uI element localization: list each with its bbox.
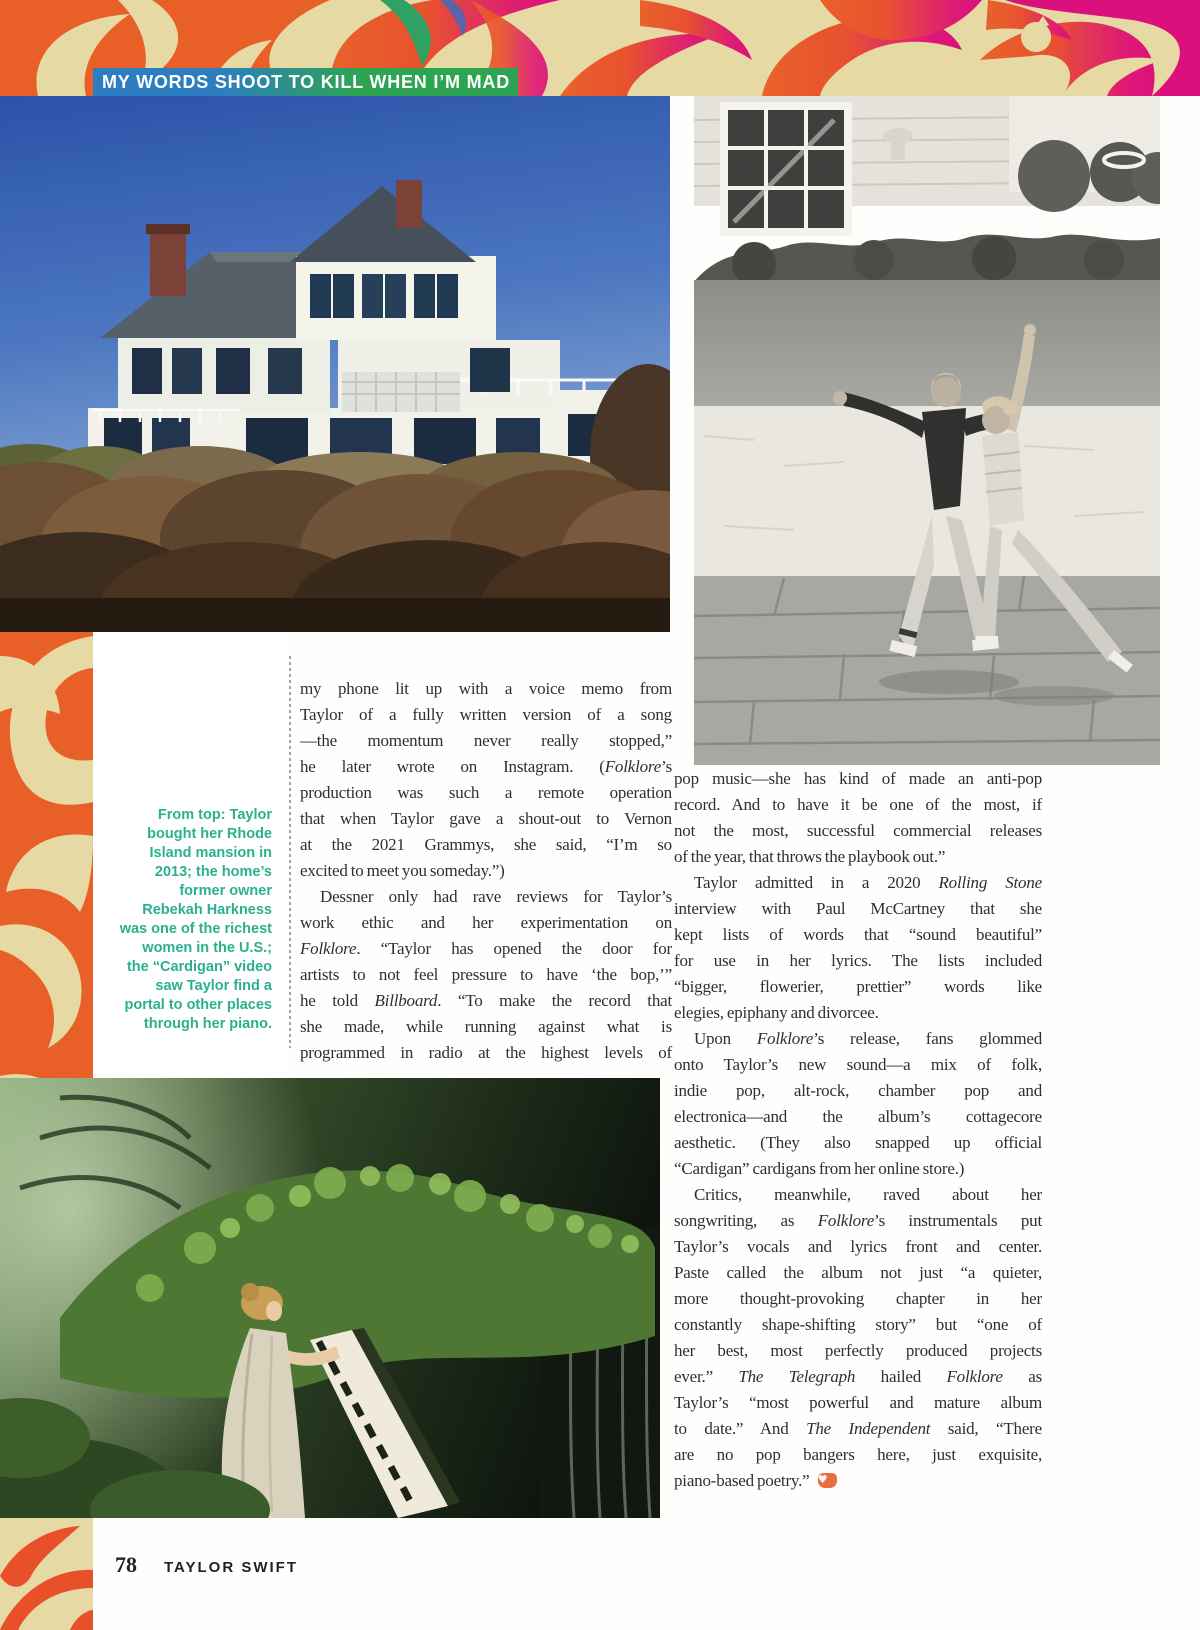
text-line: to date.” And The Independent said, “There <box>674 1419 1042 1438</box>
text-line: her best, most perfectly produced projects <box>674 1341 1042 1360</box>
text-line: indie pop, alt-rock, chamber pop and <box>674 1081 1042 1100</box>
text-line: piano-based poetry.” ♥ <box>674 1468 1042 1494</box>
text-line: portal to other places <box>124 997 272 1013</box>
text-line: of the year, that throws the playbook out.” <box>674 847 946 866</box>
piano-moss-photo <box>0 1078 660 1518</box>
kicker-text: MY WORDS SHOOT TO KILL WHEN I’M MAD <box>102 71 510 92</box>
text-line: record. And to have it be one of the most, if <box>674 795 1042 814</box>
text-line: interview with Paul McCartney that she <box>674 899 1042 918</box>
piano-moss-illustration <box>0 1078 660 1518</box>
page-footer <box>115 1552 298 1578</box>
corner-swirl-pattern <box>0 1518 93 1630</box>
text-line: that when Taylor gave a shout-out to Vernon <box>300 809 672 828</box>
page-number: 78 <box>115 1552 137 1577</box>
heart-hands-icon: ♥ <box>818 1473 837 1488</box>
text-line: pop music—she has kind of made an anti-pop <box>674 769 1042 788</box>
mansion-illustration <box>0 96 670 632</box>
text-line: songwriting, as Folklore’s instrumentals put <box>674 1211 1042 1230</box>
text-line: programmed in radio at the highest levels of <box>300 1043 672 1062</box>
text-line: From top: Taylor <box>157 807 272 823</box>
text-line: not the most, successful commercial releases <box>674 821 1042 840</box>
text-line: for use in her lyrics. The lists included <box>674 951 1042 970</box>
text-line: artists to not feel pressure to have ‘the bop,’” <box>300 965 672 984</box>
article-column-left <box>300 676 672 1066</box>
text-line: are no pop bangers here, just exquisite, <box>674 1445 1042 1464</box>
text-line: electronica—and the album’s cottagecore <box>674 1107 1042 1126</box>
text-line: Taylor’s vocals and lyrics front and center. <box>674 1237 1042 1256</box>
text-line: excited to meet you someday.”) <box>300 861 505 880</box>
magazine-title: TAYLOR SWIFT <box>164 1559 298 1576</box>
text-line: Taylor of a fully written version of a song <box>300 705 672 724</box>
mansion-photo <box>0 96 670 632</box>
column-divider <box>289 656 291 1048</box>
section-kicker-bar <box>93 68 518 96</box>
text-line: Island mansion in <box>149 845 272 861</box>
text-line: “bigger, flowerier, prettier” words like <box>674 977 1042 996</box>
text-line: he later wrote on Instagram. (Folklore’s <box>300 757 672 776</box>
text-line: Upon Folklore’s release, fans glommed <box>694 1029 1042 1048</box>
text-line: at the 2021 Grammys, she said, “I’m so <box>300 835 672 854</box>
dancers-illustration <box>694 96 1160 765</box>
text-line: Rebekah Harkness <box>142 902 272 918</box>
text-line: kept lists of words that “sound beautiful” <box>674 925 1042 944</box>
text-line: 2013; the home’s <box>154 864 272 880</box>
text-line: the “Cardigan” video <box>126 959 272 975</box>
text-line: bought her Rhode <box>147 826 272 842</box>
text-line: was one of the richest <box>119 921 272 937</box>
text-line: constantly shape-shifting story” but “one of <box>674 1315 1042 1334</box>
photo-caption <box>100 806 272 1034</box>
dancers-photo <box>694 96 1160 765</box>
text-line: elegies, epiphany and divorcee. <box>674 1003 879 1022</box>
text-line: Dessner only had rave reviews for Taylor’s <box>320 887 672 906</box>
text-line: more thought-provoking chapter in her <box>674 1289 1042 1308</box>
text-line: Paste called the album not just “a quieter, <box>674 1263 1042 1282</box>
text-line: aesthetic. (They also snapped up official <box>674 1133 1042 1152</box>
text-line: Taylor’s “most powerful and mature album <box>674 1393 1042 1412</box>
text-line: Folklore. “Taylor has opened the door for <box>300 939 672 958</box>
text-line: he told Billboard. “To make the record that <box>300 991 672 1010</box>
text-line: onto Taylor’s new sound—a mix of folk, <box>674 1055 1042 1074</box>
text-line: work ethic and her experimentation on <box>300 913 672 932</box>
text-line: she made, while running against what is <box>300 1017 672 1036</box>
text-line: saw Taylor find a <box>155 978 272 994</box>
text-line: through her piano. <box>143 1016 272 1032</box>
article-column-right <box>674 766 1042 1494</box>
text-line: former owner <box>179 883 272 899</box>
text-line: Taylor admitted in a 2020 Rolling Stone <box>694 873 1042 892</box>
text-line: —the momentum never really stopped,” <box>300 731 672 750</box>
text-line: ever.” The Telegraph hailed Folklore as <box>674 1367 1042 1386</box>
corner-rays <box>0 1518 93 1630</box>
text-line: my phone lit up with a voice memo from <box>300 679 672 698</box>
text-line: production was such a remote operation <box>300 783 672 802</box>
text-line: Critics, meanwhile, raved about her <box>694 1185 1042 1204</box>
text-line: “Cardigan” cardigans from her online store.) <box>674 1159 965 1178</box>
text-line: women in the U.S.; <box>142 940 272 956</box>
